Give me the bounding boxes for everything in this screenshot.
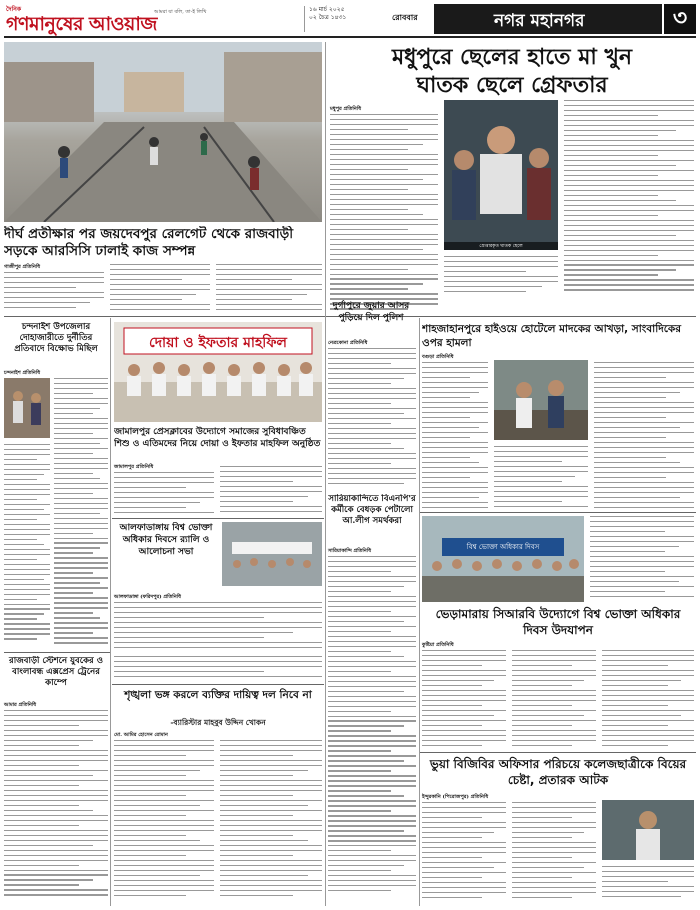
vedaramara-photo (422, 516, 584, 602)
iftar-text-col2 (220, 466, 322, 516)
divider-mid-1 (112, 518, 324, 519)
divider-right-2 (420, 752, 696, 753)
chandra-photo (4, 378, 50, 438)
masthead (4, 4, 696, 38)
paper-kicker: দৈনিক (6, 6, 22, 13)
consumer1-text (114, 602, 322, 652)
discipline-byline: মো. আমির হোসেন রোমান (114, 732, 168, 738)
rajbari-headline: রাজবাড়ী স্টেশনে যুবকের ও বাংলাবন্ধ এক্সপ্রেস ট্রেনের কাম্পে (9, 656, 103, 688)
paper-logo: গণমানুষের আওয়াজ (6, 13, 157, 35)
col-rule-2 (325, 42, 326, 906)
vedaramara-headline: ভেড়ামারায় সিআরবি উদ্যোগে বিশ্ব ভোক্তা অধিকার দিবস উদযাপন (435, 607, 681, 637)
vedaramara-text-col3 (602, 650, 694, 750)
shahjahanpur-headline: শাহজাহানপুরে হাইওয়ে হোটেলে মাদকের আখড়া, সাংবাদিকের ওপর হামলা (422, 323, 682, 349)
fake-bgb-text-col1 (422, 802, 506, 902)
rajbari-text (4, 710, 108, 900)
fake-bgb-text-col2 (512, 802, 596, 902)
lead-text-col3 (564, 100, 694, 296)
chandra-text-b (4, 444, 50, 648)
rail-text-col3 (216, 264, 322, 314)
consumer1-headline: আলফাডাঙ্গায় বিশ্ব ভোক্তা অধিকার দিবসে র‍্যালি ও আলোচনা সভা (119, 523, 213, 557)
sariakandi-byline: সারিয়াকান্দি প্রতিনিধি (328, 548, 372, 554)
date-en: ১৬ মার্চ ২০২৫ (309, 6, 345, 13)
sariakandi-text (328, 556, 416, 896)
lead-photo-scene (444, 100, 558, 250)
paper-tagline: আমরা যা বলি, তা-ই লিখি (154, 9, 207, 15)
col-rule-1 (110, 318, 111, 906)
rajbari-byline: আমার প্রতিনিধি (4, 702, 37, 708)
rail-text-col2 (110, 264, 210, 314)
shahjahanpur-photo (494, 360, 588, 440)
rail-text-col1 (4, 272, 104, 314)
discipline-headline: শৃঙ্খলা ভঙ্গ করলে ব্যক্তির দায়িত্ব দল নিবে না (124, 689, 312, 701)
chandra-headline: চন্দনাইশ উপজেলার দোহাজারীতে দুর্নীতির প্রতিবাদে বিক্ষোভ মিছিল (14, 322, 98, 354)
lead-headline (328, 44, 696, 100)
iftar-photo (114, 322, 322, 422)
divider-right-1 (420, 512, 696, 513)
consumer1-photo (222, 522, 322, 586)
sariakandi-headline: সারিয়াকান্দিতে বিএনপি'র কর্মীকে বেধড়ক পেটালো আ.লীগ সমর্থকরা (328, 494, 416, 526)
durgapur-text (328, 348, 416, 488)
vedaramara-byline: কুষ্টিয়া প্রতিনিধি (422, 642, 454, 648)
lead-text-col2 (444, 256, 558, 296)
divider-mid-2 (112, 684, 324, 685)
shahjahanpur-photo-scene (494, 360, 588, 440)
discipline-text-col1 (114, 740, 214, 900)
fake-bgb-byline: ইন্দুরকানি (পিরোজপুর) প্রতিনিধি (422, 794, 489, 800)
date-bn: ০২ চৈত্র ১৪৩১ (309, 14, 347, 21)
iftar-banner-text: দোয়া ও ইফতার মাহফিল (149, 335, 287, 351)
discipline-text-col2 (220, 740, 322, 900)
divider-left-1 (4, 652, 110, 653)
iftar-text-col1 (114, 472, 214, 516)
shahjahanpur-byline: বগুড়া প্রতিনিধি (422, 354, 454, 360)
discipline-subhead: -ব্যারিস্টার মাহবুব উদ্দিন খোকন (170, 718, 266, 727)
lead-photo-caption: গ্রেপ্তারকৃত ঘাতক ছেলে (444, 242, 558, 250)
lead-headline-line1: মধুপুরে ছেলের হাতে মা খুন (391, 45, 633, 70)
consumer1-byline: আলফাডাঙ্গা (ফরিদপুর) প্রতিনিধি (114, 594, 181, 600)
vedaramara-text-col2 (512, 650, 596, 750)
durgapur-headline: দুর্গাপুরে জুয়ার আসর পুড়িয়ে দিল পুলিশ (332, 301, 410, 323)
page-number: ৩ (664, 4, 696, 34)
vedaramara-photo-scene (422, 516, 584, 602)
vedaramara-side-text (590, 516, 694, 602)
vedaramara-banner-text: বিশ্ব ভোক্তা অধিকার দিবস (466, 543, 540, 551)
lead-headline-line2: ঘাতক ছেলে গ্রেফতার (416, 73, 608, 98)
masthead-rule (4, 36, 696, 38)
chandra-byline: চন্দনাইশ প্রতিনিধি (4, 370, 41, 376)
fake-bgb-text-col3 (602, 866, 694, 902)
date-box (304, 6, 391, 32)
lead-byline: মধুপুর প্রতিনিধি (330, 106, 362, 112)
fake-bgb-photo (602, 800, 694, 860)
rail-road-photo (4, 42, 322, 222)
fake-bgb-headline: ভুয়া বিজিবির অফিসার পরিচয়ে কলেজছাত্রীকে বিয়ের চেষ্টা, প্রতারক আটক (429, 757, 687, 787)
weekday: রোববার (392, 12, 418, 22)
lead-photo (444, 100, 558, 250)
shahjahanpur-text-col1 (422, 362, 488, 512)
lead-text-col1 (330, 114, 438, 314)
shahjahanpur-text-col2 (494, 446, 588, 512)
shahjahanpur-text-col3 (594, 362, 694, 512)
consumer1-text-b (114, 656, 322, 682)
rail-road-scene (4, 42, 322, 222)
chandra-text (54, 378, 108, 648)
section-title: নগর মহানগর (494, 11, 585, 31)
iftar-byline: জামালপুর প্রতিনিধি (114, 464, 154, 470)
rail-headline: দীর্ঘ প্রতীক্ষার পর জয়দেবপুর রেলগেট থেকে রাজবাড়ী সড়কে আরসিসি ঢালাই কাজ সম্পন্ন (4, 226, 294, 259)
rail-byline: গাজীপুর প্রতিনিধি (4, 264, 41, 270)
section-banner (434, 4, 662, 34)
chandra-photo-scene (4, 378, 50, 438)
durgapur-byline: নেত্রকোনা প্রতিনিধি (328, 340, 368, 346)
col-rule-3 (419, 318, 420, 906)
iftar-headline: জামালপুর প্রেসক্লাবের উদ্যোগে সমাজের সুবিধাবঞ্চিত শিশু ও এতিমদের নিয়ে দোয়া ও ইফতার মাহফিল অনুষ্ঠিত (114, 427, 321, 449)
consumer1-photo-scene (222, 522, 322, 586)
fake-bgb-photo-scene (602, 800, 694, 860)
vedaramara-text-col1 (422, 650, 506, 750)
